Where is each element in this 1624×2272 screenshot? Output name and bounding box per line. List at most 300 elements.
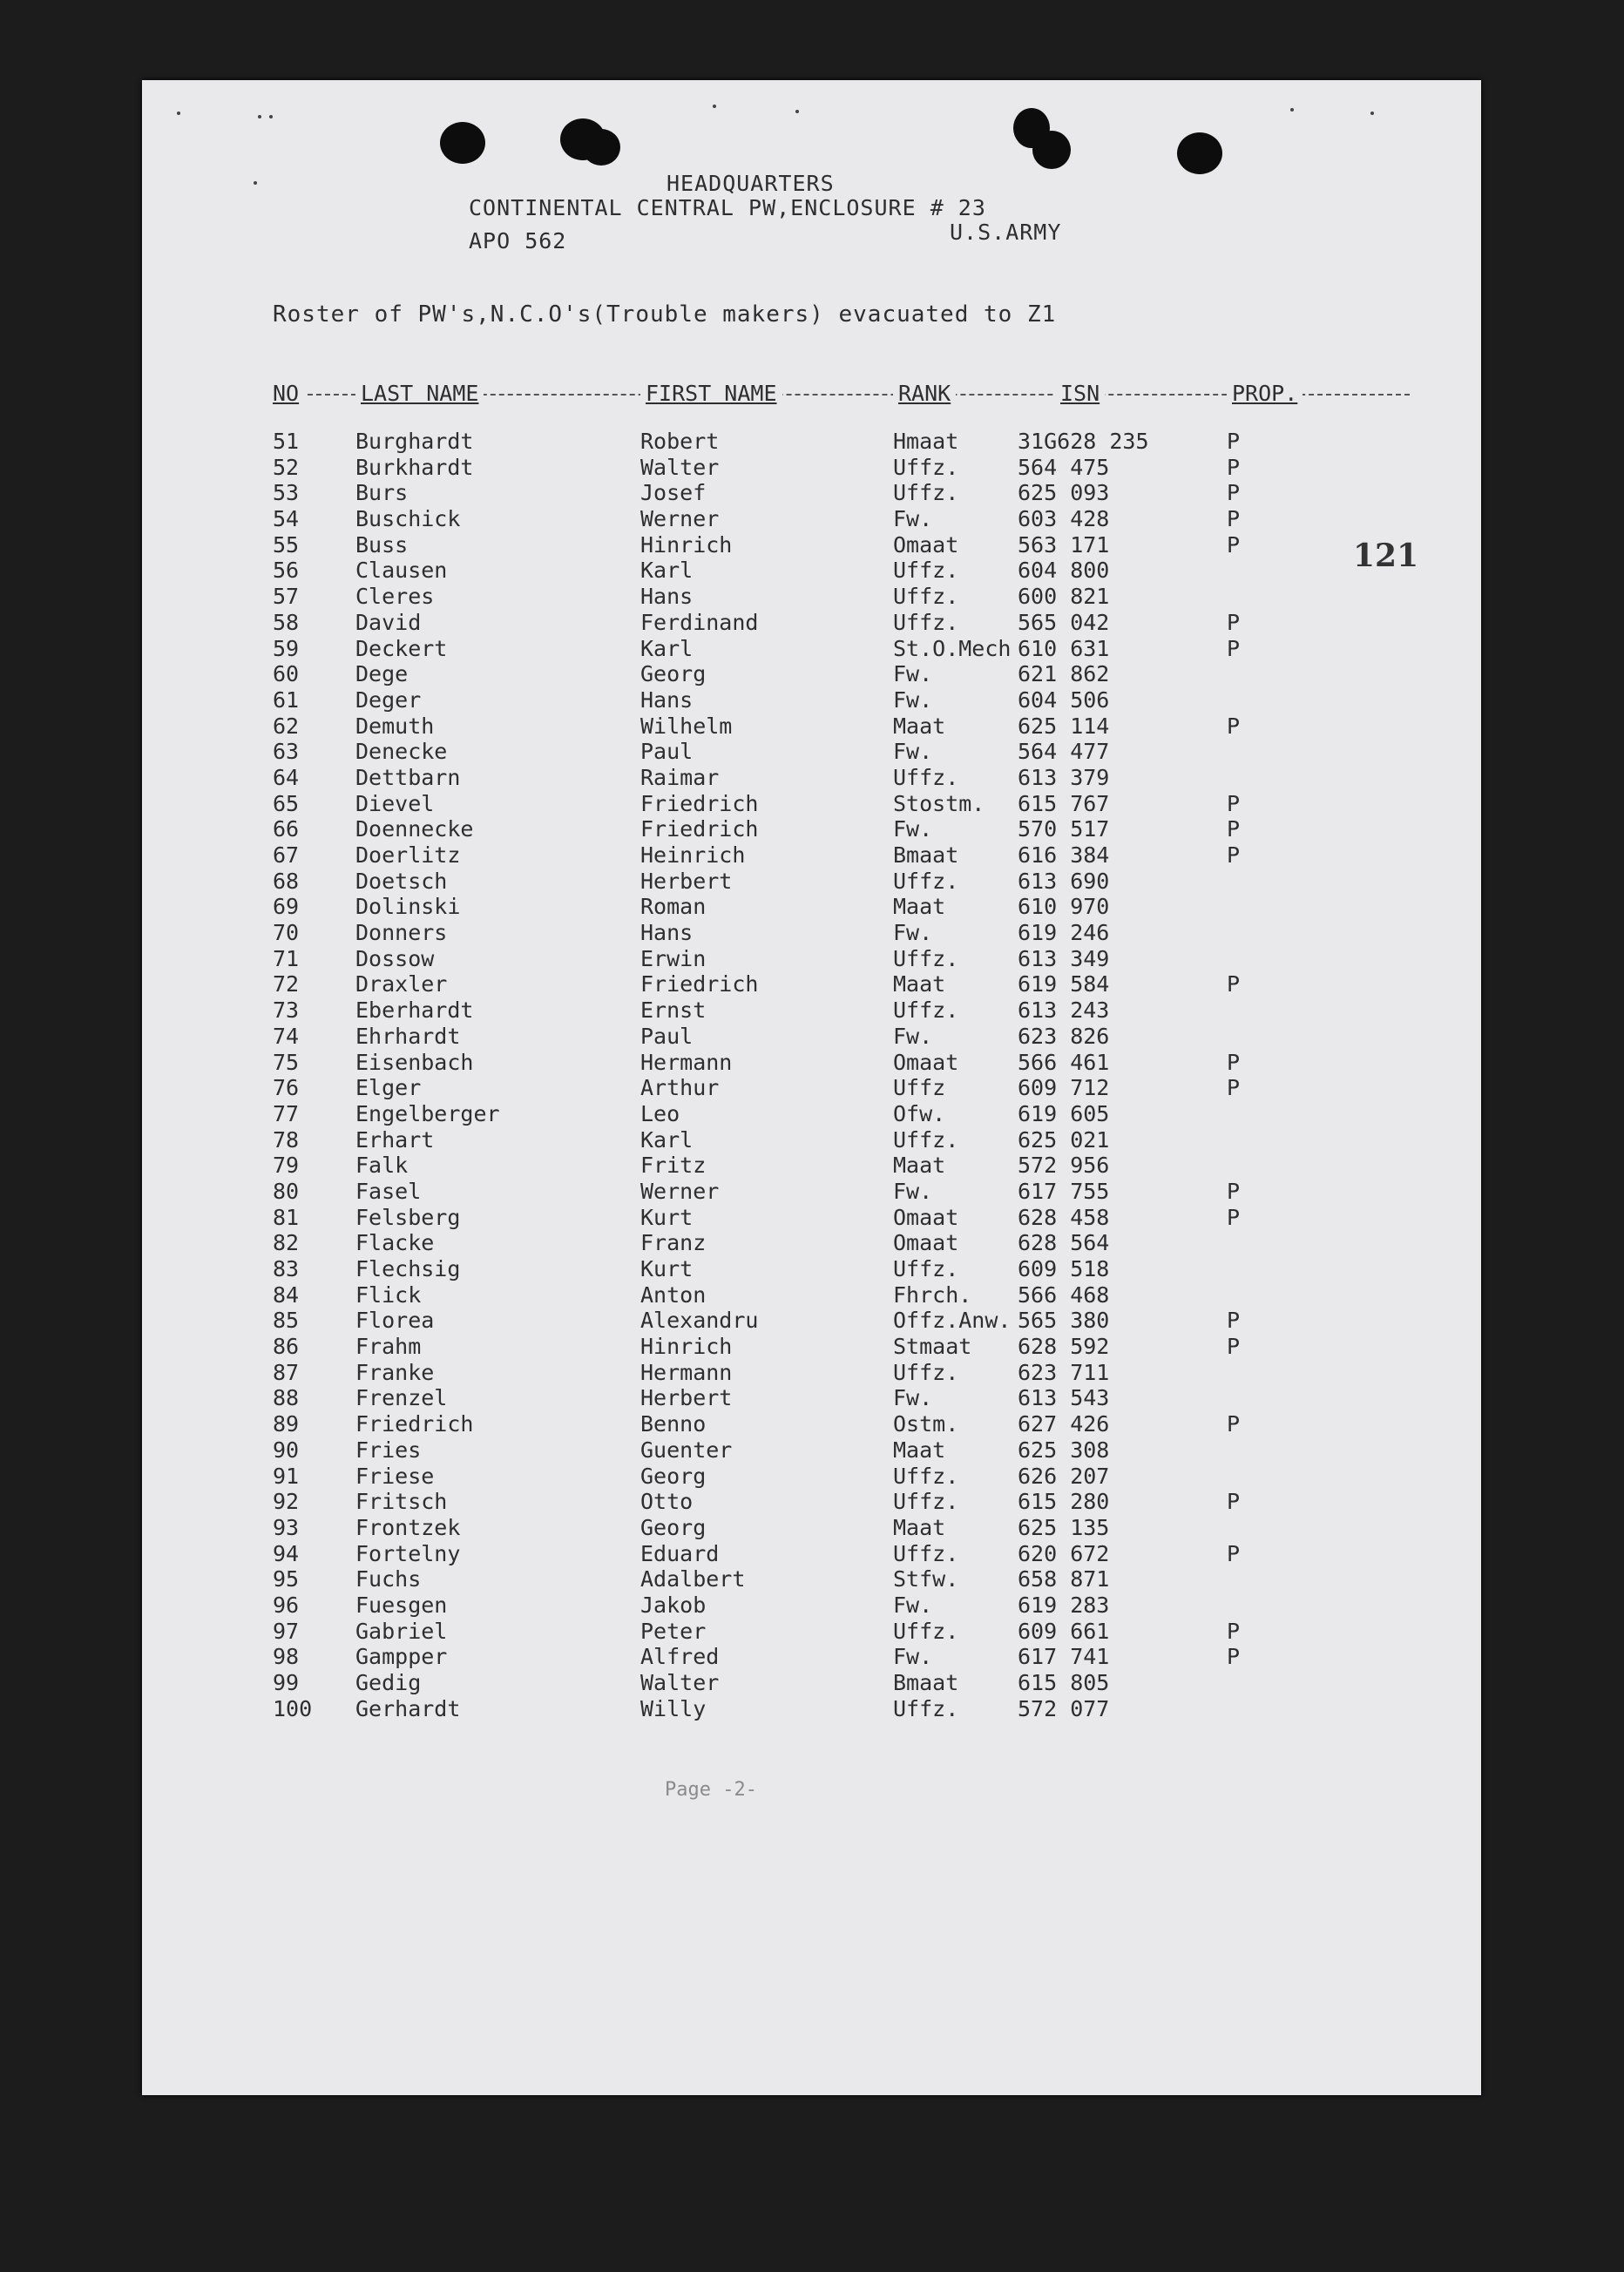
table-row (142, 946, 1481, 972)
table-row (142, 816, 1481, 842)
row-number: 70 (273, 920, 300, 946)
prop-mark: P (1227, 609, 1241, 635)
rank: Bmaat (893, 842, 959, 868)
prop-mark: P (1227, 454, 1241, 480)
last-name: Eisenbach (355, 1049, 474, 1075)
header-line-1: HEADQUARTERS (667, 171, 835, 196)
prop-mark: P (1227, 816, 1241, 842)
row-number: 57 (273, 584, 300, 610)
row-number: 93 (273, 1514, 300, 1540)
last-name: Burs (355, 480, 409, 506)
last-name: Friedrich (355, 1411, 474, 1437)
last-name: Florea (355, 1308, 435, 1334)
last-name: Fuchs (355, 1566, 422, 1592)
row-number: 79 (273, 1153, 300, 1179)
first-name: Robert (640, 429, 720, 454)
page-footer: Page -2- (665, 1779, 757, 1801)
table-row (142, 1256, 1481, 1282)
isn: 625 021 (1018, 1126, 1110, 1153)
isn: 627 426 (1018, 1411, 1110, 1437)
first-name: Georg (640, 661, 707, 687)
last-name: Fasel (355, 1178, 422, 1204)
table-row (142, 1282, 1481, 1308)
prop-mark: P (1227, 1540, 1241, 1566)
row-number: 69 (273, 894, 300, 920)
first-name: Ernst (640, 997, 707, 1024)
table-row (142, 429, 1481, 455)
table-row (142, 1024, 1481, 1050)
first-name: Werner (640, 1178, 720, 1204)
rank: Stfw. (893, 1566, 959, 1592)
table-row (142, 1644, 1481, 1670)
first-name: Karl (640, 558, 694, 584)
table-row (142, 1411, 1481, 1437)
prop-mark: P (1227, 1411, 1241, 1437)
rank: Uffz (893, 1075, 946, 1101)
rank: Omaat (893, 531, 959, 558)
rank: Stostm. (893, 790, 985, 816)
isn: 625 114 (1018, 713, 1110, 739)
first-name: Otto (640, 1489, 694, 1515)
first-name: Franz (640, 1230, 707, 1256)
table-row (142, 1541, 1481, 1567)
isn: 619 283 (1018, 1592, 1110, 1618)
table-row (142, 971, 1481, 997)
first-name: Benno (640, 1411, 707, 1437)
first-name: Adalbert (640, 1566, 746, 1592)
first-name: Josef (640, 480, 707, 506)
isn: 615 805 (1018, 1670, 1110, 1695)
rank: Fw. (893, 661, 933, 687)
row-number: 54 (273, 506, 300, 532)
last-name: Dossow (355, 945, 435, 971)
row-number: 97 (273, 1618, 300, 1644)
first-name: Herbert (640, 868, 733, 894)
row-number: 62 (273, 713, 300, 739)
table-row (142, 1127, 1481, 1153)
isn: 604 506 (1018, 686, 1110, 713)
isn: 610 970 (1018, 894, 1110, 920)
last-name: Donners (355, 920, 448, 946)
table-row (142, 997, 1481, 1024)
row-number: 61 (273, 686, 300, 713)
punch-hole (1032, 131, 1071, 169)
first-name: Walter (640, 454, 720, 480)
last-name: Denecke (355, 739, 448, 765)
prop-mark: P (1227, 1178, 1241, 1204)
isn: 619 605 (1018, 1100, 1110, 1126)
first-name: Georg (640, 1514, 707, 1540)
rank: Uffz. (893, 945, 959, 971)
isn: 572 077 (1018, 1695, 1110, 1721)
last-name: Fortelny (355, 1540, 461, 1566)
isn: 566 461 (1018, 1049, 1110, 1075)
rank: Fw. (893, 739, 933, 765)
first-name: Walter (640, 1670, 720, 1695)
row-number: 51 (273, 429, 300, 454)
last-name: Draxler (355, 971, 448, 997)
row-number: 78 (273, 1126, 300, 1153)
isn: 628 564 (1018, 1230, 1110, 1256)
row-number: 96 (273, 1592, 300, 1618)
prop-mark: P (1227, 971, 1241, 997)
rank: Offz.Anw. (893, 1308, 1012, 1334)
speck (254, 181, 257, 185)
table-row (142, 558, 1481, 584)
prop-mark: P (1227, 1489, 1241, 1515)
row-number: 55 (273, 531, 300, 558)
first-name: Wilhelm (640, 713, 733, 739)
row-number: 71 (273, 945, 300, 971)
row-number: 75 (273, 1049, 300, 1075)
last-name: Burkhardt (355, 454, 474, 480)
last-name: Buss (355, 531, 409, 558)
header-line-2: CONTINENTAL CENTRAL PW,ENCLOSURE # 23 (469, 195, 986, 220)
row-number: 86 (273, 1334, 300, 1360)
rank: St.O.Mech (893, 635, 1012, 661)
first-name: Hinrich (640, 531, 733, 558)
rank: Maat (893, 971, 946, 997)
row-number: 90 (273, 1437, 300, 1463)
table-row (142, 1437, 1481, 1464)
table-row (142, 506, 1481, 532)
rank: Fw. (893, 686, 933, 713)
first-name: Anton (640, 1281, 707, 1308)
table-row (142, 1696, 1481, 1722)
last-name: Doerlitz (355, 842, 461, 868)
speck (1290, 108, 1294, 112)
row-number: 100 (273, 1695, 313, 1721)
isn: 623 711 (1018, 1359, 1110, 1385)
row-number: 87 (273, 1359, 300, 1385)
rank: Uffz. (893, 609, 959, 635)
table-row (142, 610, 1481, 636)
rank: Uffz. (893, 1695, 959, 1721)
isn: 563 171 (1018, 531, 1110, 558)
table-row (142, 713, 1481, 740)
last-name: Erhart (355, 1126, 435, 1153)
first-name: Leo (640, 1100, 680, 1126)
table-row (142, 842, 1481, 869)
last-name: Dolinski (355, 894, 461, 920)
first-name: Herbert (640, 1385, 733, 1411)
last-name: Dettbarn (355, 764, 461, 790)
col-header-last-name: LAST NAME (355, 381, 484, 406)
row-number: 68 (273, 868, 300, 894)
header-apo: APO 562 (469, 228, 567, 254)
rank: Fw. (893, 1385, 933, 1411)
row-number: 63 (273, 739, 300, 765)
last-name: Elger (355, 1075, 422, 1101)
isn: 613 243 (1018, 997, 1110, 1024)
roster-subtitle: Roster of PW's,N.C.O's(Trouble makers) evacuated to Z1 (273, 301, 1057, 328)
first-name: Heinrich (640, 842, 746, 868)
rank: Omaat (893, 1049, 959, 1075)
prop-mark: P (1227, 1618, 1241, 1644)
last-name: Gampper (355, 1644, 448, 1670)
last-name: Franke (355, 1359, 435, 1385)
isn: 600 821 (1018, 584, 1110, 610)
col-header-no: NO (273, 381, 304, 406)
speck (269, 115, 273, 118)
first-name: Karl (640, 1126, 694, 1153)
first-name: Paul (640, 1023, 694, 1049)
first-name: Kurt (640, 1256, 694, 1281)
last-name: Demuth (355, 713, 435, 739)
isn: 625 308 (1018, 1437, 1110, 1463)
isn: 613 690 (1018, 868, 1110, 894)
rank: Uffz. (893, 584, 959, 610)
prop-mark: P (1227, 1334, 1241, 1360)
rank: Uffz. (893, 1618, 959, 1644)
isn: 609 661 (1018, 1618, 1110, 1644)
table-row (142, 1153, 1481, 1179)
table-row (142, 1385, 1481, 1411)
last-name: Fritsch (355, 1489, 448, 1515)
first-name: Raimar (640, 764, 720, 790)
last-name: Gedig (355, 1670, 422, 1695)
row-number: 60 (273, 661, 300, 687)
table-row (142, 869, 1481, 895)
first-name: Hans (640, 584, 694, 610)
speck (1370, 112, 1374, 115)
row-number: 81 (273, 1204, 300, 1230)
row-number: 99 (273, 1670, 300, 1695)
row-number: 85 (273, 1308, 300, 1334)
first-name: Friedrich (640, 816, 759, 842)
table-row (142, 1050, 1481, 1076)
table-row (142, 1360, 1481, 1386)
punch-hole (440, 122, 485, 164)
first-name: Kurt (640, 1204, 694, 1230)
row-number: 88 (273, 1385, 300, 1411)
first-name: Peter (640, 1618, 707, 1644)
rank: Omaat (893, 1204, 959, 1230)
table-row (142, 1592, 1481, 1619)
table-row (142, 1566, 1481, 1592)
table-row (142, 791, 1481, 817)
table-row (142, 920, 1481, 946)
isn: 565 380 (1018, 1308, 1110, 1334)
row-number: 66 (273, 816, 300, 842)
speck (795, 110, 799, 113)
isn: 625 135 (1018, 1514, 1110, 1540)
row-number: 83 (273, 1256, 300, 1281)
row-number: 52 (273, 454, 300, 480)
rank: Hmaat (893, 429, 959, 454)
isn: 609 712 (1018, 1075, 1110, 1101)
first-name: Ferdinand (640, 609, 759, 635)
row-number: 73 (273, 997, 300, 1024)
prop-mark: P (1227, 1049, 1241, 1075)
isn: 619 584 (1018, 971, 1110, 997)
table-row (142, 1308, 1481, 1334)
row-number: 58 (273, 609, 300, 635)
rank: Uffz. (893, 1256, 959, 1281)
prop-mark: P (1227, 842, 1241, 868)
first-name: Georg (640, 1463, 707, 1489)
isn: 615 767 (1018, 790, 1110, 816)
last-name: Frenzel (355, 1385, 448, 1411)
col-header-first-name: FIRST NAME (640, 381, 782, 406)
isn: 625 093 (1018, 480, 1110, 506)
prop-mark: P (1227, 1308, 1241, 1334)
table-row (142, 1075, 1481, 1101)
isn: 609 518 (1018, 1256, 1110, 1281)
last-name: Ehrhardt (355, 1023, 461, 1049)
first-name: Hermann (640, 1049, 733, 1075)
stamped-number: 121 (1353, 538, 1419, 574)
isn: 564 477 (1018, 739, 1110, 765)
last-name: Gabriel (355, 1618, 448, 1644)
first-name: Fritz (640, 1153, 707, 1179)
isn: 613 379 (1018, 764, 1110, 790)
first-name: Eduard (640, 1540, 720, 1566)
last-name: Fries (355, 1437, 422, 1463)
table-row (142, 1179, 1481, 1205)
row-number: 84 (273, 1281, 300, 1308)
isn: 613 543 (1018, 1385, 1110, 1411)
row-number: 67 (273, 842, 300, 868)
table-row (142, 1515, 1481, 1541)
rank: Ofw. (893, 1100, 946, 1126)
last-name: Frontzek (355, 1514, 461, 1540)
table-row (142, 636, 1481, 662)
rank: Maat (893, 1514, 946, 1540)
isn: 628 458 (1018, 1204, 1110, 1230)
row-number: 59 (273, 635, 300, 661)
row-number: 89 (273, 1411, 300, 1437)
rank: Uffz. (893, 868, 959, 894)
col-header-rank: RANK (893, 381, 956, 406)
row-number: 94 (273, 1540, 300, 1566)
rank: Bmaat (893, 1670, 959, 1695)
rank: Ostm. (893, 1411, 959, 1437)
isn: 617 741 (1018, 1644, 1110, 1670)
first-name: Werner (640, 506, 720, 532)
isn: 616 384 (1018, 842, 1110, 868)
rank: Maat (893, 713, 946, 739)
prop-mark: P (1227, 531, 1241, 558)
speck (177, 112, 180, 115)
first-name: Erwin (640, 945, 707, 971)
isn: 623 826 (1018, 1023, 1110, 1049)
rank: Fw. (893, 1592, 933, 1618)
last-name: Felsberg (355, 1204, 461, 1230)
isn: 610 631 (1018, 635, 1110, 661)
last-name: Dege (355, 661, 409, 687)
row-number: 65 (273, 790, 300, 816)
first-name: Hermann (640, 1359, 733, 1385)
rank: Uffz. (893, 997, 959, 1024)
rank: Uffz. (893, 1463, 959, 1489)
first-name: Alfred (640, 1644, 720, 1670)
row-number: 74 (273, 1023, 300, 1049)
row-number: 92 (273, 1489, 300, 1515)
table-row (142, 1464, 1481, 1490)
prop-mark: P (1227, 1644, 1241, 1670)
table-row (142, 1670, 1481, 1696)
isn: 31G628 235 (1018, 429, 1149, 454)
rank: Uffz. (893, 1359, 959, 1385)
last-name: Cleres (355, 584, 435, 610)
last-name: Burghardt (355, 429, 474, 454)
table-row (142, 480, 1481, 506)
rank: Fw. (893, 1023, 933, 1049)
first-name: Arthur (640, 1075, 720, 1101)
first-name: Hinrich (640, 1334, 733, 1360)
table-row (142, 1619, 1481, 1645)
row-number: 95 (273, 1566, 300, 1592)
punch-hole (582, 129, 620, 166)
row-number: 72 (273, 971, 300, 997)
last-name: Gerhardt (355, 1695, 461, 1721)
last-name: Buschick (355, 506, 461, 532)
punch-hole (1177, 132, 1222, 174)
first-name: Hans (640, 686, 694, 713)
last-name: Eberhardt (355, 997, 474, 1024)
isn: 615 280 (1018, 1489, 1110, 1515)
last-name: Deger (355, 686, 422, 713)
first-name: Friedrich (640, 971, 759, 997)
first-name: Jakob (640, 1592, 707, 1618)
row-number: 98 (273, 1644, 300, 1670)
rank: Fw. (893, 816, 933, 842)
row-number: 53 (273, 480, 300, 506)
isn: 619 246 (1018, 920, 1110, 946)
rank: Uffz. (893, 1126, 959, 1153)
row-number: 91 (273, 1463, 300, 1489)
rank: Uffz. (893, 1540, 959, 1566)
prop-mark: P (1227, 713, 1241, 739)
isn: 603 428 (1018, 506, 1110, 532)
rank: Maat (893, 1437, 946, 1463)
rank: Fw. (893, 1644, 933, 1670)
rank: Fw. (893, 1178, 933, 1204)
prop-mark: P (1227, 635, 1241, 661)
col-header-isn: ISN (1055, 381, 1105, 406)
rank: Fw. (893, 920, 933, 946)
table-row (142, 1101, 1481, 1127)
document-page (142, 80, 1481, 2095)
last-name: Deckert (355, 635, 448, 661)
first-name: Guenter (640, 1437, 733, 1463)
prop-mark: P (1227, 1075, 1241, 1101)
table-row (142, 455, 1481, 481)
last-name: David (355, 609, 422, 635)
col-header-prop: PROP. (1227, 381, 1303, 406)
prop-mark: P (1227, 480, 1241, 506)
isn: 572 956 (1018, 1153, 1110, 1179)
isn: 604 800 (1018, 558, 1110, 584)
last-name: Frahm (355, 1334, 422, 1360)
first-name: Roman (640, 894, 707, 920)
table-row (142, 532, 1481, 558)
rank: Fw. (893, 506, 933, 532)
first-name: Alexandru (640, 1308, 759, 1334)
table-row (142, 1489, 1481, 1515)
last-name: Engelberger (355, 1100, 500, 1126)
prop-mark: P (1227, 790, 1241, 816)
rank: Maat (893, 894, 946, 920)
isn: 658 871 (1018, 1566, 1110, 1592)
speck (258, 115, 261, 118)
last-name: Doetsch (355, 868, 448, 894)
prop-mark: P (1227, 506, 1241, 532)
first-name: Willy (640, 1695, 707, 1721)
last-name: Falk (355, 1153, 409, 1179)
table-row (142, 739, 1481, 765)
